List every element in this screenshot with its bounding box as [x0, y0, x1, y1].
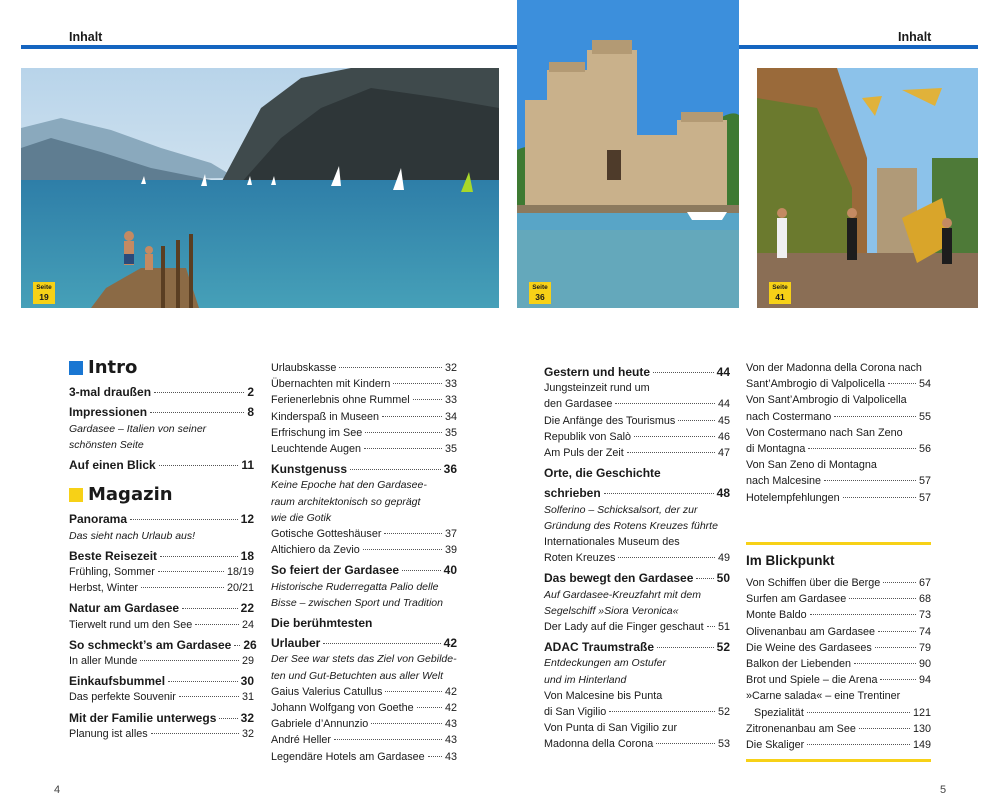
toc-dot-leader	[878, 631, 916, 632]
toc-page-number: 49	[717, 552, 730, 565]
toc-dot-leader	[160, 556, 238, 557]
toc-entry-title: Leuchtende Augen	[271, 443, 362, 456]
toc-entry[interactable]	[544, 396, 730, 412]
toc-entry-title: Zitronenanbau am See	[746, 722, 856, 735]
toc-page-number: 42	[444, 702, 457, 715]
toc-entry-title: Von Schiffen über die Berge	[746, 577, 881, 590]
toc-teaser-note: ten und Gut-Betuchten aus aller Welt	[271, 669, 443, 682]
toc-entry-title: Balkon der Liebenden	[746, 658, 852, 671]
toc-entry-line: Orte, die Geschichte	[544, 466, 661, 481]
toc-page-number: 35	[444, 443, 457, 456]
toc-page-number: 44	[717, 398, 730, 411]
toc-entry[interactable]	[746, 607, 931, 623]
toc-page-number: 68	[918, 593, 931, 606]
toc-page-number: 73	[918, 609, 931, 622]
intro-heading: Intro	[69, 360, 254, 376]
toc-page-number: 48	[716, 486, 730, 501]
toc-page-number: 35	[444, 426, 457, 439]
toc-entry-title: Die Weine des Gardasees	[746, 641, 872, 654]
toc-entry[interactable]	[544, 736, 730, 752]
toc-page-number: 44	[716, 365, 730, 379]
toc-entry-title: Auf einen Blick	[69, 458, 156, 473]
toc-dot-leader	[234, 645, 240, 646]
toc-entry-title: di Montagna	[746, 443, 806, 456]
toc-page-number: 79	[918, 641, 931, 654]
toc-entry[interactable]	[69, 673, 254, 689]
toc-entry[interactable]	[69, 384, 254, 400]
toc-entry-line: Internationales Museum des	[544, 536, 680, 549]
toc-entry[interactable]	[544, 570, 730, 586]
toc-entry[interactable]	[271, 441, 457, 457]
toc-entry-title: Legendäre Hotels am Gardasee	[271, 750, 425, 763]
festival-photo	[757, 68, 978, 308]
toc-page-number: 130	[912, 722, 931, 735]
toc-column-4	[746, 360, 931, 770]
toc-entry[interactable]	[544, 704, 730, 720]
toc-page-number: 18	[240, 548, 254, 563]
toc-entry-title: Monte Baldo	[746, 609, 807, 622]
toc-entry[interactable]	[271, 526, 457, 542]
toc-entry[interactable]	[746, 721, 931, 737]
toc-entry[interactable]	[271, 562, 457, 578]
toc-entry[interactable]	[271, 376, 457, 392]
toc-entry-title: Hotelempfehlungen	[746, 491, 840, 504]
toc-page-number: 26	[243, 637, 257, 652]
toc-page-number: 39	[444, 544, 457, 557]
toc-entry[interactable]	[69, 511, 254, 527]
toc-entry-title: Surfen am Gardasee	[746, 593, 847, 606]
toc-entry[interactable]	[746, 441, 931, 457]
toc-dot-leader	[843, 497, 916, 498]
toc-entry-title: schrieben	[544, 486, 601, 501]
toc-dot-leader	[371, 723, 442, 724]
toc-dot-leader	[807, 712, 910, 713]
toc-entry[interactable]	[271, 749, 457, 765]
toc-entry-title: Urlaubskasse	[271, 362, 337, 374]
toc-entry[interactable]	[271, 684, 457, 700]
toc-teaser-note: Solferino – Schicksalsort, der zur	[544, 503, 698, 516]
toc-entry-title: Gabriele d’Annunzio	[271, 718, 369, 731]
toc-dot-leader	[219, 718, 237, 719]
toc-page-number: 34	[444, 410, 457, 423]
toc-dot-leader	[807, 744, 910, 745]
toc-entry-title: Übernachten mit Kindern	[271, 378, 391, 391]
toc-dot-leader	[634, 436, 715, 437]
toc-entry[interactable]	[544, 619, 730, 635]
toc-entry-title: Mit der Familie unterwegs	[69, 710, 217, 725]
toc-page-number: 22	[240, 601, 254, 616]
toc-dot-leader	[888, 383, 916, 384]
toc-entry[interactable]	[69, 726, 254, 742]
toc-dot-leader	[678, 420, 715, 421]
toc-page-number: 74	[918, 625, 931, 638]
toc-entry[interactable]	[544, 445, 730, 461]
header-label-left: Inhalt	[69, 30, 103, 44]
page-number-left: 4	[54, 784, 61, 796]
toc-dot-leader	[159, 465, 239, 466]
toc-teaser-note: Gardasee – Italien von seiner	[69, 422, 207, 435]
toc-page-number: 32	[241, 727, 254, 740]
seite-badge-41: Seite 41	[769, 282, 791, 304]
toc-dot-leader	[615, 403, 715, 404]
toc-entry[interactable]	[271, 392, 457, 408]
toc-page-number: 45	[717, 414, 730, 427]
toc-entry-title: Der Lady auf die Finger geschaut	[544, 621, 704, 634]
toc-entry[interactable]	[544, 550, 730, 566]
toc-dot-leader	[609, 711, 715, 712]
toc-entry-title: 3-mal draußen	[69, 385, 152, 400]
toc-page-number: 54	[918, 378, 931, 391]
toc-page-number: 52	[716, 640, 730, 655]
toc-dot-leader	[384, 533, 442, 534]
toc-entry-title: Das bewegt den Gardasee	[544, 571, 694, 586]
toc-teaser-note: Auf Gardasee-Kreuzfahrt mit dem	[544, 588, 701, 601]
blickpunkt-top-rule	[746, 542, 931, 545]
toc-dot-leader	[339, 367, 442, 368]
toc-page-number: 90	[918, 658, 931, 671]
toc-entry-line: Von San Zeno di Montagna	[746, 459, 877, 472]
toc-page-number: 18/19	[226, 566, 254, 579]
toc-teaser-note: Historische Ruderregatta Palio delle	[271, 580, 439, 593]
toc-dot-leader	[141, 587, 224, 588]
toc-entry-line: Die berühmtesten	[271, 616, 373, 631]
toc-entry-title: Frühling, Sommer	[69, 566, 155, 579]
toc-entry[interactable]	[746, 624, 931, 640]
toc-dot-leader	[653, 372, 714, 373]
toc-column-3	[544, 360, 730, 753]
toc-entry-title: Gotische Gotteshäuser	[271, 528, 382, 541]
toc-entry-title: Sant’Ambrogio di Valpolicella	[746, 378, 886, 391]
toc-dot-leader	[656, 743, 715, 744]
toc-dot-leader	[657, 647, 714, 648]
toc-entry-title: So feiert der Gardasee	[271, 563, 400, 578]
toc-dot-leader	[158, 571, 224, 572]
toc-entry-title: ADAC Traumstraße	[544, 640, 655, 655]
toc-page-number: 29	[241, 655, 254, 668]
toc-page-number: 67	[918, 577, 931, 590]
toc-page-number: 8	[247, 405, 254, 420]
toc-dot-leader	[810, 614, 916, 615]
toc-entry-title: den Gardasee	[544, 398, 613, 411]
toc-page-number: 33	[444, 394, 457, 407]
toc-teaser-note: Der See war stets das Ziel von Gebilde-	[271, 653, 457, 666]
toc-entry[interactable]	[271, 542, 457, 558]
toc-entry[interactable]	[69, 457, 254, 473]
toc-entry-line: Von Malcesine bis Punta	[544, 689, 663, 702]
toc-entry[interactable]	[271, 360, 457, 376]
toc-entry-line: »Carne salada« – eine Trentiner	[746, 690, 901, 703]
magazin-square-icon	[69, 488, 83, 502]
toc-entry[interactable]	[271, 409, 457, 425]
toc-entry-line: Von Costermano nach San Zeno	[746, 426, 903, 439]
toc-entry-title: di San Vigilio	[544, 706, 607, 719]
toc-entry-title: Beste Reisezeit	[69, 548, 158, 563]
toc-page-number: 33	[444, 378, 457, 391]
toc-dot-leader	[382, 416, 442, 417]
toc-page-number: 11	[241, 458, 254, 473]
toc-page-number: 55	[918, 410, 931, 423]
toc-entry-line: Von der Madonna della Corona nach	[746, 362, 922, 374]
toc-page-number: 2	[247, 385, 254, 400]
toc-page-number: 42	[444, 685, 457, 698]
toc-dot-leader	[150, 412, 244, 413]
toc-dot-leader	[808, 448, 916, 449]
toc-entry-title: Brot und Spiele – die Arena	[746, 674, 878, 687]
toc-entry-title: Natur am Gardasee	[69, 601, 180, 616]
toc-page-number: 36	[443, 462, 457, 477]
toc-entry[interactable]	[69, 600, 254, 616]
toc-page-number: 46	[717, 430, 730, 443]
toc-entry[interactable]	[69, 404, 254, 420]
toc-dot-leader	[604, 493, 714, 494]
toc-page-number: 40	[443, 563, 457, 578]
toc-dot-leader	[417, 707, 442, 708]
toc-dot-leader	[334, 739, 442, 740]
toc-dot-leader	[393, 383, 442, 384]
toc-entry[interactable]	[746, 473, 931, 489]
toc-entry[interactable]	[69, 564, 254, 580]
toc-dot-leader	[859, 728, 910, 729]
toc-entry-title: In aller Munde	[69, 655, 138, 668]
toc-entry-title: Urlauber	[271, 636, 321, 651]
toc-page-number: 94	[918, 674, 931, 687]
toc-dot-leader	[834, 416, 916, 417]
toc-page-number: 37	[444, 528, 457, 541]
toc-dot-leader	[854, 663, 916, 664]
toc-page-number: 32	[444, 362, 457, 374]
toc-teaser-note: raum architektonisch so geprägt	[271, 495, 421, 508]
toc-dot-leader	[363, 549, 442, 550]
toc-dot-leader	[428, 756, 442, 757]
toc-entry-title: Tierwelt rund um den See	[69, 618, 193, 631]
toc-teaser-note: Entdeckungen am Ostufer	[544, 657, 666, 670]
castle-photo	[517, 0, 739, 308]
toc-page-number: 43	[444, 750, 457, 763]
toc-dot-leader	[618, 557, 715, 558]
toc-entry[interactable]	[746, 409, 931, 425]
toc-page-number: 57	[918, 491, 931, 504]
toc-entry-title: Impressionen	[69, 405, 148, 420]
toc-dot-leader	[179, 696, 239, 697]
toc-entry-title: Altichiero da Zevio	[271, 544, 360, 557]
toc-dot-leader	[323, 643, 440, 644]
toc-entry-title: Am Puls der Zeit	[544, 447, 624, 460]
toc-dot-leader	[880, 679, 916, 680]
toc-teaser-note: Segelschiff »Siora Veronica«	[544, 604, 679, 617]
toc-entry[interactable]	[69, 548, 254, 564]
toc-entry-title: So schmeckt’s am Gardasee	[69, 637, 232, 652]
toc-page-number: 52	[717, 706, 730, 719]
toc-dot-leader	[849, 598, 916, 599]
toc-entry-title: Spezialität	[754, 706, 804, 719]
toc-dot-leader	[875, 647, 916, 648]
toc-teaser-note: Das sieht nach Urlaub aus!	[69, 529, 196, 542]
toc-page-number: 53	[717, 738, 730, 751]
toc-page-number: 51	[717, 621, 730, 634]
toc-entry[interactable]	[69, 617, 254, 633]
toc-page-number: 149	[912, 739, 931, 752]
toc-entry[interactable]	[271, 716, 457, 732]
toc-entry-title: Gestern und heute	[544, 365, 651, 379]
toc-page-number: 12	[240, 512, 254, 527]
toc-dot-leader	[627, 452, 715, 453]
toc-dot-leader	[364, 448, 442, 449]
toc-dot-leader	[350, 469, 441, 470]
toc-dot-leader	[824, 480, 916, 481]
lake-photo	[21, 68, 499, 308]
toc-entry[interactable]	[271, 425, 457, 441]
toc-entry-title: Johann Wolfgang von Goethe	[271, 702, 414, 715]
toc-dot-leader	[130, 519, 238, 520]
seite-badge-19: Seite 19	[33, 282, 55, 304]
toc-page-number: 24	[241, 618, 254, 631]
header-label-right: Inhalt	[898, 30, 932, 44]
toc-entry[interactable]	[69, 653, 254, 669]
toc-dot-leader	[140, 660, 239, 661]
toc-entry[interactable]	[746, 490, 931, 506]
toc-page-number: 121	[912, 706, 931, 719]
header-rule-right	[739, 45, 978, 49]
toc-entry[interactable]	[544, 429, 730, 445]
toc-dot-leader	[195, 624, 239, 625]
toc-entry-title: Die Skaliger	[746, 739, 805, 752]
toc-page-number: 20/21	[226, 582, 254, 595]
toc-teaser-note: wie die Gotik	[271, 511, 332, 524]
seite-badge-36: Seite 36	[529, 282, 551, 304]
toc-entry[interactable]	[271, 732, 457, 748]
toc-entry[interactable]	[746, 575, 931, 591]
toc-page-number: 43	[444, 734, 457, 747]
toc-page-number: 42	[443, 636, 457, 651]
toc-entry-title: Kunstgenuss	[271, 462, 348, 477]
toc-entry[interactable]	[69, 689, 254, 705]
toc-entry[interactable]	[69, 580, 254, 596]
toc-entry-title: nach Costermano	[746, 410, 832, 423]
toc-entry[interactable]	[69, 637, 257, 653]
toc-page-number: 56	[918, 443, 931, 456]
toc-dot-leader	[182, 608, 238, 609]
toc-entry-title: Herbst, Winter	[69, 582, 138, 595]
toc-entry[interactable]	[69, 710, 254, 726]
toc-teaser-note: Keine Epoche hat den Gardasee-	[271, 479, 427, 492]
toc-page-number: 47	[717, 447, 730, 460]
toc-entry[interactable]	[544, 413, 730, 429]
toc-dot-leader	[402, 570, 441, 571]
toc-entry[interactable]	[271, 461, 457, 477]
toc-entry-title: Kinderspaß in Museen	[271, 410, 380, 423]
toc-dot-leader	[883, 582, 916, 583]
toc-entry-title: Erfrischung im See	[271, 426, 363, 439]
toc-entry-title: Panorama	[69, 512, 128, 527]
toc-entry[interactable]	[544, 364, 730, 380]
header-rule-left	[21, 45, 517, 49]
toc-entry-title: nach Malcesine	[746, 475, 822, 488]
toc-dot-leader	[151, 733, 239, 734]
toc-entry-title: André Heller	[271, 734, 332, 747]
blickpunkt-bottom-rule	[746, 759, 931, 762]
toc-dot-leader	[707, 626, 715, 627]
toc-entry[interactable]	[271, 635, 457, 651]
toc-entry[interactable]	[544, 485, 730, 501]
toc-entry-title: Das perfekte Souvenir	[69, 691, 176, 704]
toc-page-number: 32	[240, 710, 254, 725]
toc-entry[interactable]	[746, 656, 931, 672]
toc-dot-leader	[154, 392, 244, 393]
toc-dot-leader	[413, 399, 442, 400]
toc-entry[interactable]	[746, 737, 931, 753]
toc-entry-title: Roten Kreuzes	[544, 552, 616, 565]
toc-teaser-note: und im Hinterland	[544, 673, 627, 686]
toc-entry[interactable]	[544, 639, 730, 655]
toc-entry-line: Von Sant’Ambrogio di Valpolicella	[746, 394, 907, 407]
toc-entry-title: Madonna della Corona	[544, 738, 654, 751]
toc-dot-leader	[168, 681, 238, 682]
toc-dot-leader	[696, 578, 713, 579]
toc-entry-title: Planung ist alles	[69, 727, 148, 740]
toc-column-2	[271, 360, 457, 765]
toc-dot-leader	[365, 432, 442, 433]
toc-entry-line: Von Punta di San Vigilio zur	[544, 722, 678, 735]
toc-entry[interactable]	[746, 376, 931, 392]
toc-teaser-note: schönsten Seite	[69, 438, 144, 451]
toc-entry-line: Jungsteinzeit rund um	[544, 382, 650, 395]
toc-dot-leader	[385, 691, 442, 692]
toc-entry[interactable]	[746, 591, 931, 607]
intro-square-icon	[69, 361, 83, 375]
toc-page-number: 57	[918, 475, 931, 488]
toc-entry[interactable]	[746, 705, 931, 721]
toc-teaser-note: Gründung des Rotens Kreuzes führte	[544, 519, 718, 532]
page-number-right: 5	[940, 784, 947, 796]
toc-entry[interactable]	[746, 672, 931, 688]
toc-entry-title: Die Anfänge des Tourismus	[544, 414, 676, 427]
toc-entry-title: Republik von Salò	[544, 430, 632, 443]
toc-page-number: 43	[444, 718, 457, 731]
toc-teaser-note: Bisse – zwischen Sport und Tradition	[271, 596, 443, 609]
toc-page-number: 50	[716, 571, 730, 586]
toc-column-1	[69, 354, 257, 742]
toc-entry-title: Gaius Valerius Catullus	[271, 685, 383, 698]
blickpunkt-heading: Im Blickpunkt	[746, 552, 835, 568]
toc-page-number: 30	[240, 674, 254, 689]
toc-entry-title: Ferienerlebnis ohne Rummel	[271, 394, 410, 407]
toc-entry[interactable]	[271, 700, 457, 716]
magazin-heading: Magazin	[69, 487, 254, 503]
toc-entry[interactable]	[746, 640, 931, 656]
toc-entry-title: Olivenanbau am Gardasee	[746, 625, 876, 638]
toc-entry-title: Einkaufsbummel	[69, 674, 166, 689]
toc-page-number: 31	[241, 691, 254, 704]
